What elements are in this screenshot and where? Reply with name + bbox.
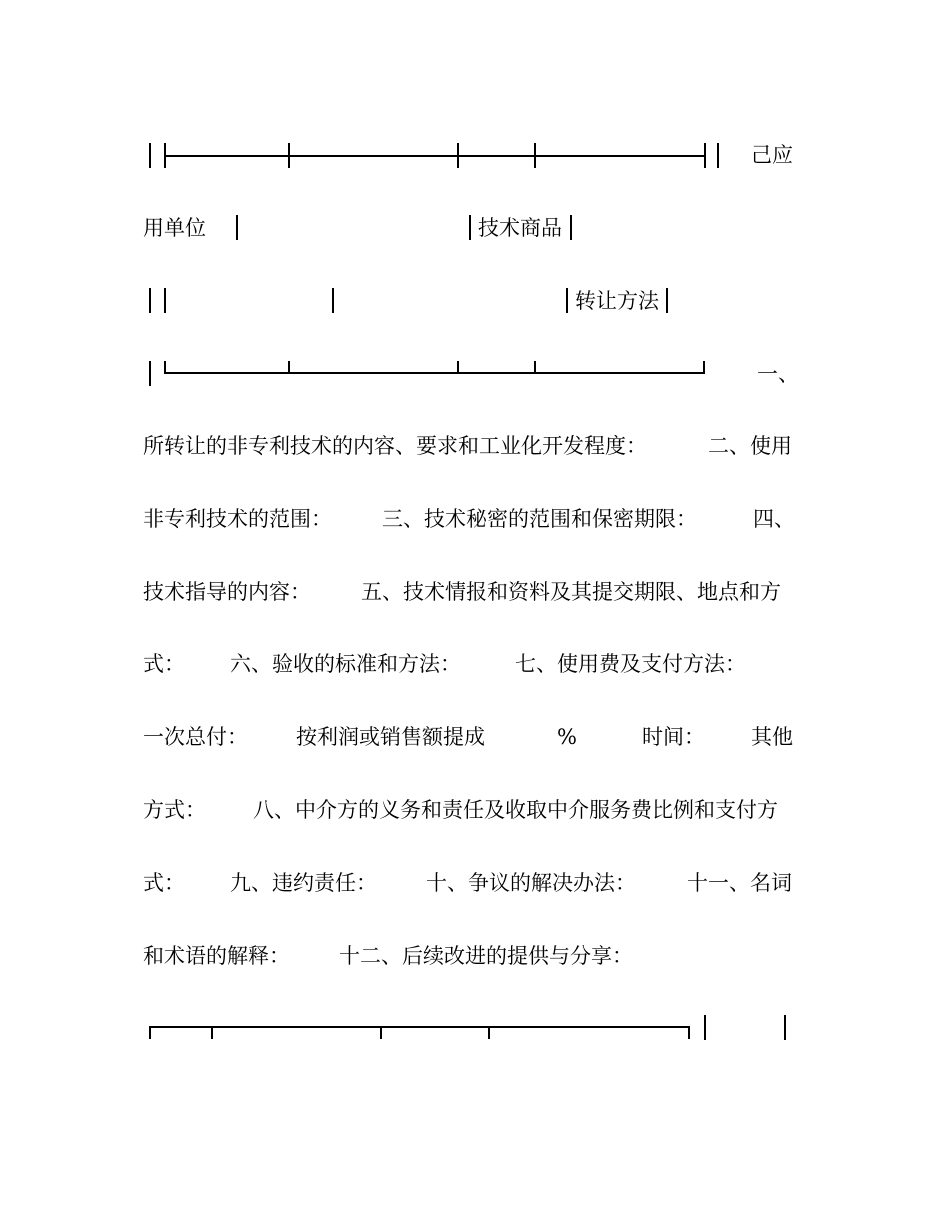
text-segment: 所转让的非专利技术的内容、要求和工业化开发程度： <box>143 434 647 458</box>
table-col-divider <box>457 143 459 168</box>
text-segment: 和术语的解释： <box>143 944 290 968</box>
table-col-divider <box>288 361 290 374</box>
text-segment: % <box>557 725 577 749</box>
text-segment: 五、技术情报和资料及其提交期限、地点和方 <box>361 580 781 604</box>
text-segment: 一、 <box>757 362 799 386</box>
table-col-divider <box>380 1026 382 1039</box>
table-border-left <box>149 288 151 313</box>
table-border-left <box>149 143 151 168</box>
table-border-inner-right <box>704 143 706 168</box>
table-bottom-rule <box>164 372 705 374</box>
text-segment: 十二、后续改进的提供与分享： <box>339 944 633 968</box>
text-segment: 非专利技术的范围： <box>143 507 332 531</box>
text-segment: 十一、名词 <box>687 871 792 895</box>
table-col-divider <box>469 215 471 240</box>
text-segment: 一次总付： <box>143 725 248 749</box>
table-col-divider <box>688 1026 690 1039</box>
text-segment: 按利润或销售额提成 <box>296 725 485 749</box>
table-border-inner-left <box>164 288 166 313</box>
table-cell-label: 转让方法 <box>575 289 659 313</box>
table-cell-label: 技术商品 <box>478 216 562 240</box>
table-border-left <box>149 1026 151 1039</box>
table-border-right <box>784 1015 786 1040</box>
text-segment: 方式： <box>143 798 206 822</box>
text-segment: 时间： <box>642 725 705 749</box>
text-segment: 六、验收的标准和方法： <box>230 652 461 676</box>
table-col-divider <box>534 361 536 374</box>
table-col-divider <box>488 1026 490 1039</box>
table-col-divider <box>703 361 705 374</box>
text-segment: 二、使用 <box>708 434 792 458</box>
text-segment: 七、使用费及支付方法： <box>515 652 746 676</box>
table-col-divider <box>332 288 334 313</box>
table-top-rule <box>164 155 705 157</box>
table-col-divider <box>666 288 668 313</box>
text-segment: 十、争议的解决办法： <box>426 871 636 895</box>
table-border-right <box>717 143 719 168</box>
text-segment: 式： <box>143 871 185 895</box>
text-segment: 三、技术秘密的范围和保密期限： <box>382 507 697 531</box>
text-segment: 技术指导的内容： <box>143 580 311 604</box>
table-col-divider <box>211 1026 213 1039</box>
table-border-left <box>149 361 151 386</box>
text-segment: 式： <box>143 652 185 676</box>
table-col-divider <box>570 215 572 240</box>
table-cell-label: 用单位 <box>143 216 206 240</box>
table-top-rule <box>149 1026 690 1028</box>
table-col-divider <box>457 361 459 374</box>
table-border-right <box>704 1015 706 1040</box>
text-segment: 四、 <box>753 507 795 531</box>
text-segment: 己应 <box>751 143 793 167</box>
table-col-divider <box>566 288 568 313</box>
table-col-divider <box>236 215 238 240</box>
table-col-divider <box>534 143 536 168</box>
text-segment: 九、违约责任： <box>230 871 377 895</box>
text-segment: 其他 <box>751 725 793 749</box>
table-col-divider <box>288 143 290 168</box>
text-segment: 八、中介方的义务和责任及收取中介服务费比例和支付方 <box>253 798 778 822</box>
